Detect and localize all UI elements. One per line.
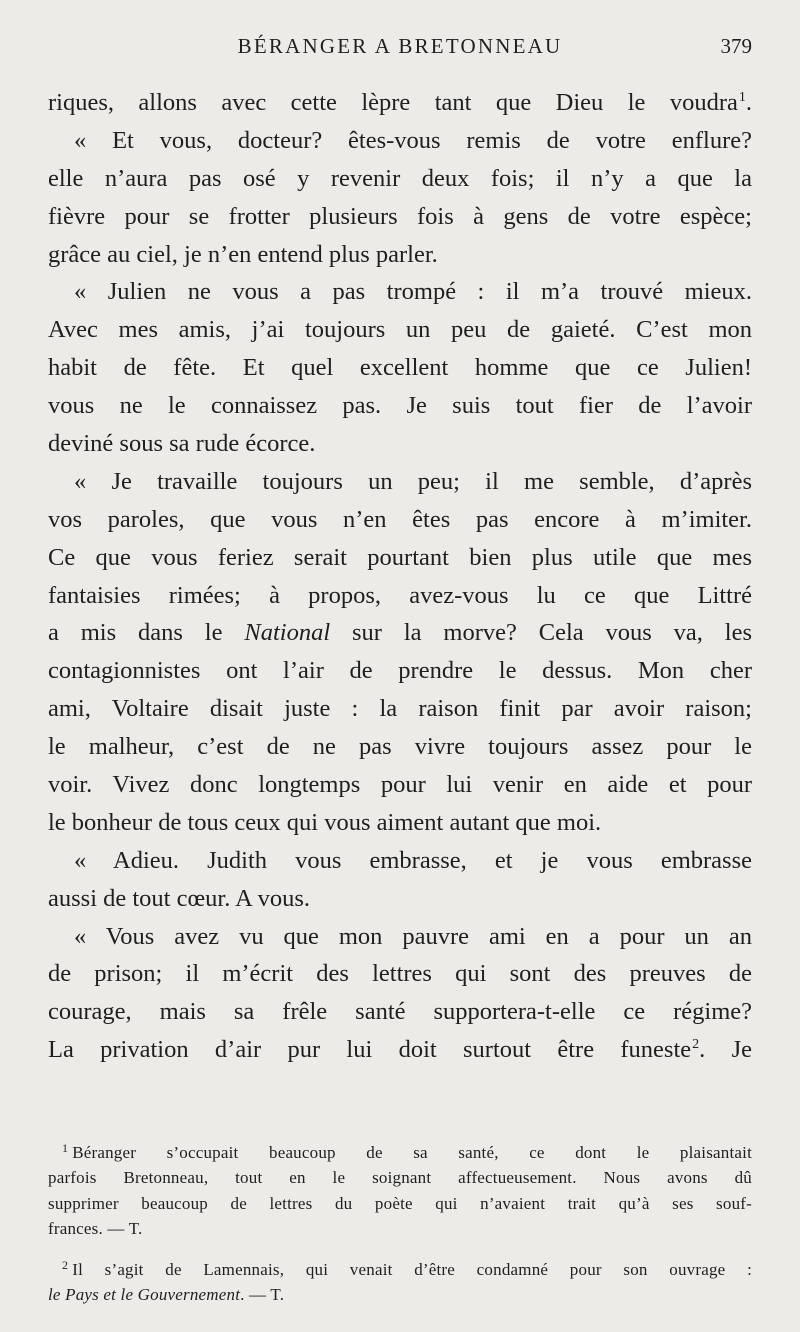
- text-line: [48, 577, 752, 615]
- footnote-number: 1: [62, 1141, 69, 1155]
- footnote-reference: 2: [692, 1037, 700, 1053]
- text-line-content: le malheur, c’est de ne pas vivre toujours assez pour le: [48, 733, 752, 761]
- text-line: [48, 652, 752, 690]
- footnote-line: [48, 1165, 752, 1190]
- text-line: [48, 766, 752, 804]
- text-line: [48, 880, 752, 918]
- text-line: [48, 539, 752, 577]
- text-line: [48, 160, 752, 198]
- page-number: 379: [720, 34, 752, 58]
- footnote-line: [48, 1282, 752, 1307]
- text-line-content: aussi de tout cœur. A vous.: [48, 884, 311, 912]
- text-line: [48, 84, 752, 122]
- footnote-text: . — T.: [240, 1285, 285, 1305]
- text-line-tail: .: [745, 89, 752, 116]
- footnote-line: [48, 1257, 752, 1282]
- text-line: [48, 804, 752, 842]
- text-line: [48, 236, 752, 274]
- text-line-content: le bonheur de tous ceux qui vous aiment autant que moi.: [48, 808, 602, 836]
- text-line-content: fièvre pour se frotter plusieurs fois à gens de votre espèce;: [48, 202, 752, 230]
- text-line-content: Ce que vous feriez serait pourtant bien plus utile que mes: [48, 543, 752, 571]
- footnote-line: [48, 1140, 752, 1165]
- text-line: [48, 122, 752, 160]
- text-line-tail: sur la morve? Cela vous va, les: [330, 619, 752, 647]
- text-line-content: riques, allons avec cette lèpre tant que Dieu le voudra: [48, 89, 738, 116]
- text-line-content: grâce au ciel, je n’en entend plus parler.: [48, 240, 438, 268]
- text-line: [48, 728, 752, 766]
- text-line: [48, 614, 752, 652]
- text-line-content: a mis dans le: [48, 619, 245, 647]
- text-line: [48, 425, 752, 463]
- text-line-content: de prison; il m’écrit des lettres qui sont des preuves de: [48, 960, 752, 988]
- text-line: [48, 387, 752, 425]
- text-line-content: Avec mes amis, j’ai toujours un peu de gaieté. C’est mon: [48, 316, 752, 344]
- text-line: [48, 918, 752, 956]
- text-line: [48, 1031, 752, 1069]
- italic-title: National: [244, 619, 331, 647]
- running-title: BÉRANGER A BRETONNEAU: [237, 34, 563, 58]
- page-header: [48, 34, 752, 64]
- text-line-content: vos paroles, que vous n’en êtes pas encore à m’imiter.: [48, 505, 752, 533]
- text-line: [48, 349, 752, 387]
- text-line-tail: . Je: [699, 1036, 752, 1064]
- footnote-line: [48, 1191, 752, 1216]
- text-line-content: « Et vous, docteur? êtes-vous remis de votre enflure?: [74, 126, 752, 154]
- text-line: [48, 273, 752, 311]
- text-line: [48, 842, 752, 880]
- text-line-content: habit de fête. Et quel excellent homme que ce Julien!: [48, 354, 752, 382]
- text-line: [48, 690, 752, 728]
- letter-body: [48, 84, 752, 1069]
- text-line: [48, 955, 752, 993]
- footnotes: [48, 1140, 752, 1308]
- text-line-content: contagionnistes ont l’air de prendre le dessus. Mon cher: [48, 657, 752, 685]
- text-line: [48, 463, 752, 501]
- footnote-gap: [48, 1241, 752, 1257]
- text-line: [48, 993, 752, 1031]
- text-line-content: elle n’aura pas osé y revenir deux fois; il n’y a que la: [48, 164, 752, 192]
- footnote-text: frances. — T.: [48, 1218, 143, 1238]
- text-line-content: ami, Voltaire disait juste : la raison finit par avoir raison;: [48, 695, 752, 723]
- text-line-content: deviné sous sa rude écorce.: [48, 430, 316, 458]
- footnote-text: supprimer beaucoup de lettres du poète qui n’avaient trait qu’à ses souf-: [48, 1193, 752, 1213]
- text-line-content: courage, mais sa frêle santé supportera-t-elle ce régime?: [48, 998, 752, 1026]
- text-line-content: voir. Vivez donc longtemps pour lui venir en aide et pour: [48, 771, 752, 799]
- text-line: [48, 198, 752, 236]
- text-line-content: La privation d’air pur lui doit surtout être funeste: [48, 1036, 692, 1064]
- text-line-content: « Je travaille toujours un peu; il me semble, d’après: [74, 467, 752, 495]
- text-line: [48, 501, 752, 539]
- text-line-content: fantaisies rimées; à propos, avez-vous lu ce que Littré: [48, 581, 752, 609]
- text-line-content: « Julien ne vous a pas trompé : il m’a trouvé mieux.: [74, 278, 752, 306]
- text-line-content: « Adieu. Judith vous embrasse, et je vous embrasse: [74, 846, 752, 874]
- footnote-text: Béranger s’occupait beaucoup de sa santé, ce dont le plaisantait: [72, 1143, 752, 1162]
- footnote-reference: 1: [738, 90, 746, 105]
- text-line: [48, 311, 752, 349]
- text-line-content: « Vous avez vu que mon pauvre ami en a pour un an: [74, 922, 752, 950]
- footnote-italic-title: le Pays et le Gouvernement: [48, 1285, 241, 1305]
- footnote-number: 2: [62, 1258, 69, 1273]
- footnote-text: Il s’agit de Lamennais, qui venait d’être condamné pour son ouvrage :: [72, 1260, 752, 1280]
- text-line-content: vous ne le connaissez pas. Je suis tout fier de l’avoir: [48, 392, 752, 420]
- footnote-line: [48, 1216, 752, 1241]
- footnote-text: parfois Bretonneau, tout en le soignant affectueusement. Nous avons dû: [48, 1168, 752, 1188]
